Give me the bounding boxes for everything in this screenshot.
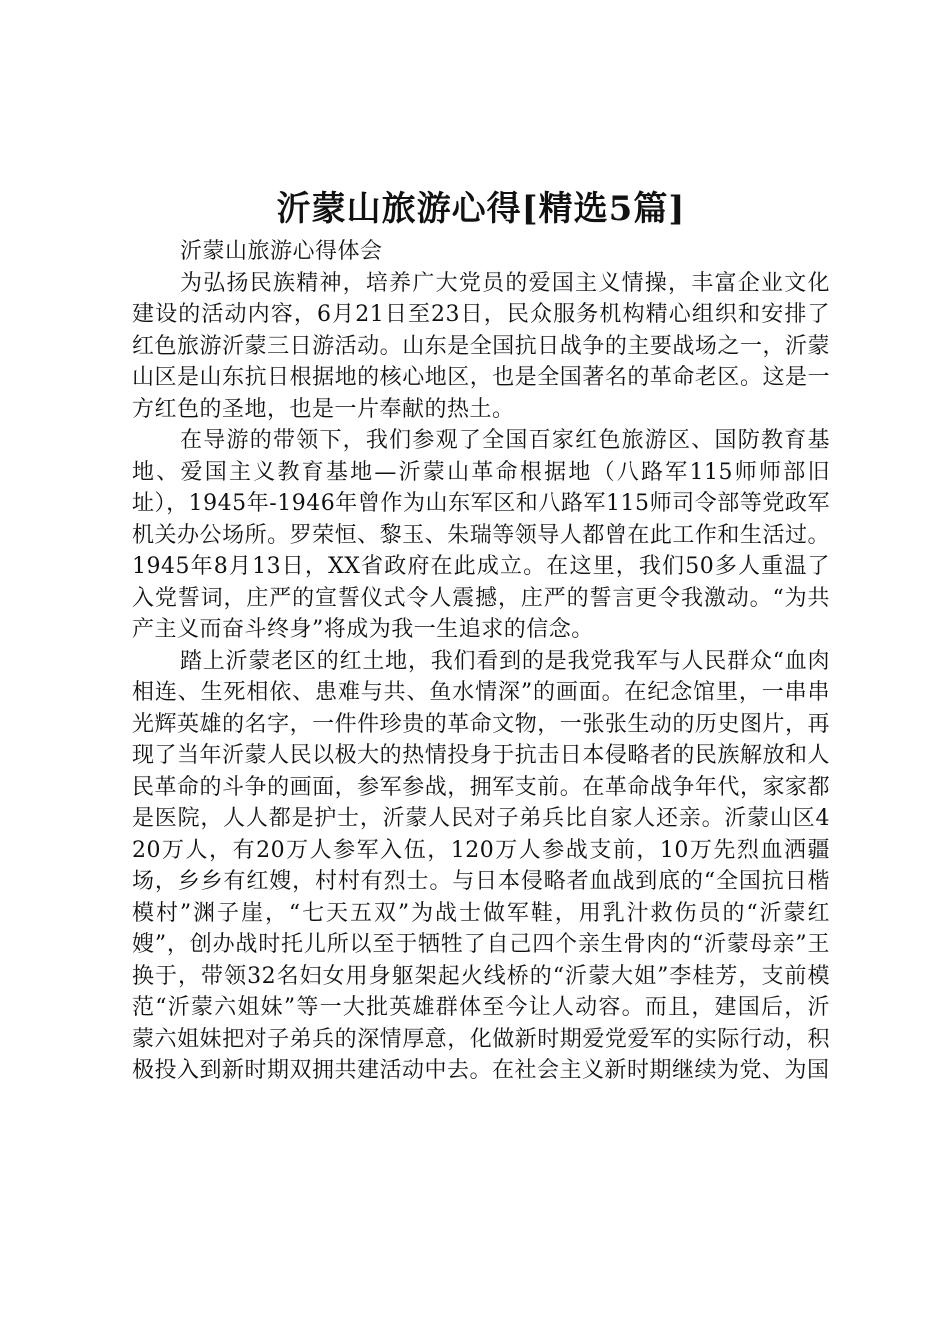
document-title: 沂蒙山旅游心得[精选5篇] <box>276 189 686 229</box>
document-subtitle: 沂蒙山旅游心得体会 <box>180 239 383 264</box>
paragraph-1: 为弘扬民族精神，培养广大党员的爱国主义情操，丰富企业文化建设的活动内容，6月21日至23日，民众服务机构精心组织和安排了红色旅游沂蒙三日游活动。山东是全国抗日战争的主要战场之一，沂蒙山区是山东抗日根据地的核心地区，也是全国著名的革命老区。这是一方红色的圣地，也是一片奉献的热土。 <box>132 270 830 422</box>
paragraph-3: 踏上沂蒙老区的红土地，我们看到的是我党我军与人民群众“血肉相连、生死相依、患难与共、鱼水情深”的画面。在纪念馆里，一串串光辉英雄的名字，一件件珍贵的革命文物，一张张生动的历史图片，再现了当年沂蒙人民以极大的热情投身于抗击日本侵略者的民族解放和人民革命的斗争的画面，参军参战，拥军支前。在革命战争年代，家家都是医院，人人都是护士，沂蒙人民对子弟兵比自家人还亲。沂蒙山区420万人，有20万人参军入伍，120万人参战支前，10万先烈血洒疆场，乡乡有红嫂，村村有烈士。与日本侵略者血战到底的“全国抗日楷模村”渊子崖，“七天五双”为战士做军鞋，用乳汁救伤员的“沂蒙红嫂”，创办战时托儿所以至于牺牲了自己四个亲生骨肉的“沂蒙母亲”王换于，带领32名妇女用身躯架起火线桥的“沂蒙大姐”李桂芳，支前模范“沂蒙六姐妹”等一大批英雄群体至今让人动容。而且，建国后，沂蒙六姐妹把对子弟兵的深情厚意，化做新时期爱党爱军的实际行动，积极投入到新时期双拥共建活动中去。在社会主义新时期继续为党、为国 <box>132 648 830 1083</box>
document-page <box>132 186 830 1087</box>
paragraph-2: 在导游的带领下，我们参观了全国百家红色旅游区、国防教育基地、爱国主义教育基地—沂蒙山革命根据地（八路军115师师部旧址），1945年-1946年曾作为山东军区和八路军115师司令部等党政军机关办公场所。罗荣恒、黎玉、朱瑞等领导人都曾在此工作和生活过。1945年8月13日，XX省政府在此成立。在这里，我们50多人重温了入党誓词，庄严的宣誓仪式令人震撼，庄严的誓言更令我激动。“为共产主义而奋斗终身”将成为我一生追求的信念。 <box>132 428 830 642</box>
